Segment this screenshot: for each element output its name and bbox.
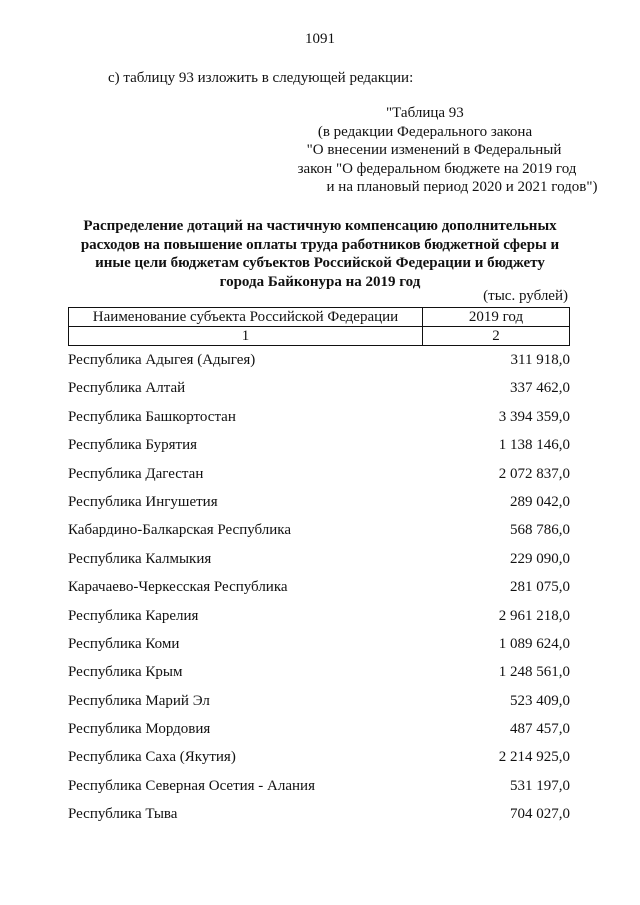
table-body	[68, 346, 570, 829]
amount-value: 311 918,0	[510, 352, 570, 368]
table-row	[68, 687, 570, 715]
table-row	[68, 800, 570, 828]
column-number: 2	[423, 327, 570, 346]
amount-value: 1 138 146,0	[498, 437, 570, 454]
region-name: Республика Калмыкия	[68, 550, 212, 567]
table-row	[68, 403, 570, 431]
amount-value: 487 457,0	[510, 721, 570, 738]
region-name: Республика Ингушетия	[68, 493, 218, 510]
amount-value: 2 961 218,0	[498, 607, 570, 624]
region-name: Республика Коми	[68, 635, 180, 652]
region-name: Республика Алтай	[68, 380, 186, 397]
column-header-year: 2019 год	[423, 308, 570, 327]
amount-value: 289 042,0	[510, 493, 570, 510]
title-line: иные цели бюджетам субъектов Российской Федерации и бюджету	[95, 255, 545, 271]
region-name: Республика Северная Осетия - Алания	[68, 777, 315, 794]
region-name: Республика Башкортостан	[68, 408, 236, 425]
page-number: 1091	[305, 31, 335, 47]
title-line: города Байконура на 2019 год	[219, 273, 421, 290]
amount-value: 1 089 624,0	[498, 635, 570, 652]
amount-value: 281 075,0	[510, 579, 570, 596]
table-row	[68, 743, 570, 771]
title-line: Распределение дотаций на частичную компенсацию дополнительных	[83, 218, 557, 234]
region-name: Республика Адыгея (Адыгея)	[68, 352, 256, 368]
region-name: Карачаево-Черкесская Республика	[68, 579, 288, 596]
amount-value: 531 197,0	[510, 777, 570, 794]
units-label: (тыс. рублей)	[483, 288, 568, 304]
region-name: Кабардино-Балкарская Республика	[68, 522, 292, 539]
region-name: Республика Карелия	[68, 607, 199, 624]
table-row	[68, 488, 570, 516]
region-name: Республика Крым	[68, 664, 183, 681]
amount-value: 704 027,0	[510, 806, 570, 823]
table-row	[68, 374, 570, 402]
amount-value: 2 072 837,0	[498, 465, 570, 482]
table-header	[68, 307, 570, 346]
amount-value: 337 462,0	[510, 380, 570, 397]
region-name: Республика Дагестан	[68, 465, 204, 482]
amendment-instruction: с) таблицу 93 изложить в следующей редакции:	[108, 70, 414, 86]
table-row	[68, 772, 570, 800]
table-row	[68, 602, 570, 630]
table-row	[68, 630, 570, 658]
amount-value: 523 409,0	[510, 692, 570, 709]
note-line: и на плановый период 2020 и 2021 годов")	[326, 179, 598, 195]
note-line: закон "О федеральном бюджете на 2019 год	[297, 160, 577, 177]
region-name: Республика Тыва	[68, 806, 178, 823]
table-reference-note	[250, 104, 610, 197]
note-line: (в редакции Федерального закона	[317, 123, 533, 140]
amount-value: 2 214 925,0	[498, 749, 570, 766]
table-row	[68, 460, 570, 488]
amount-value: 3 394 359,0	[498, 408, 570, 425]
note-line: "Таблица 93	[386, 105, 464, 121]
note-line: "О внесении изменений в Федеральный	[306, 142, 562, 158]
amount-value: 568 786,0	[510, 522, 570, 539]
table-row	[68, 545, 570, 573]
column-number: 1	[69, 327, 423, 346]
table-row	[68, 346, 570, 374]
table-row	[68, 658, 570, 686]
title-line: расходов на повышение оплаты труда работников бюджетной сферы и	[80, 236, 560, 253]
region-name: Республика Бурятия	[68, 437, 198, 454]
table-row	[68, 715, 570, 743]
region-name: Республика Марий Эл	[68, 692, 210, 709]
column-header-region: Наименование субъекта Российской Федерации	[69, 308, 423, 327]
region-name: Республика Саха (Якутия)	[68, 749, 236, 766]
amount-value: 229 090,0	[510, 550, 570, 567]
amount-value: 1 248 561,0	[498, 664, 570, 681]
table-row	[68, 431, 570, 459]
table-row	[68, 516, 570, 544]
document-title	[60, 217, 580, 291]
region-name: Республика Мордовия	[68, 721, 211, 738]
table-row	[68, 573, 570, 601]
